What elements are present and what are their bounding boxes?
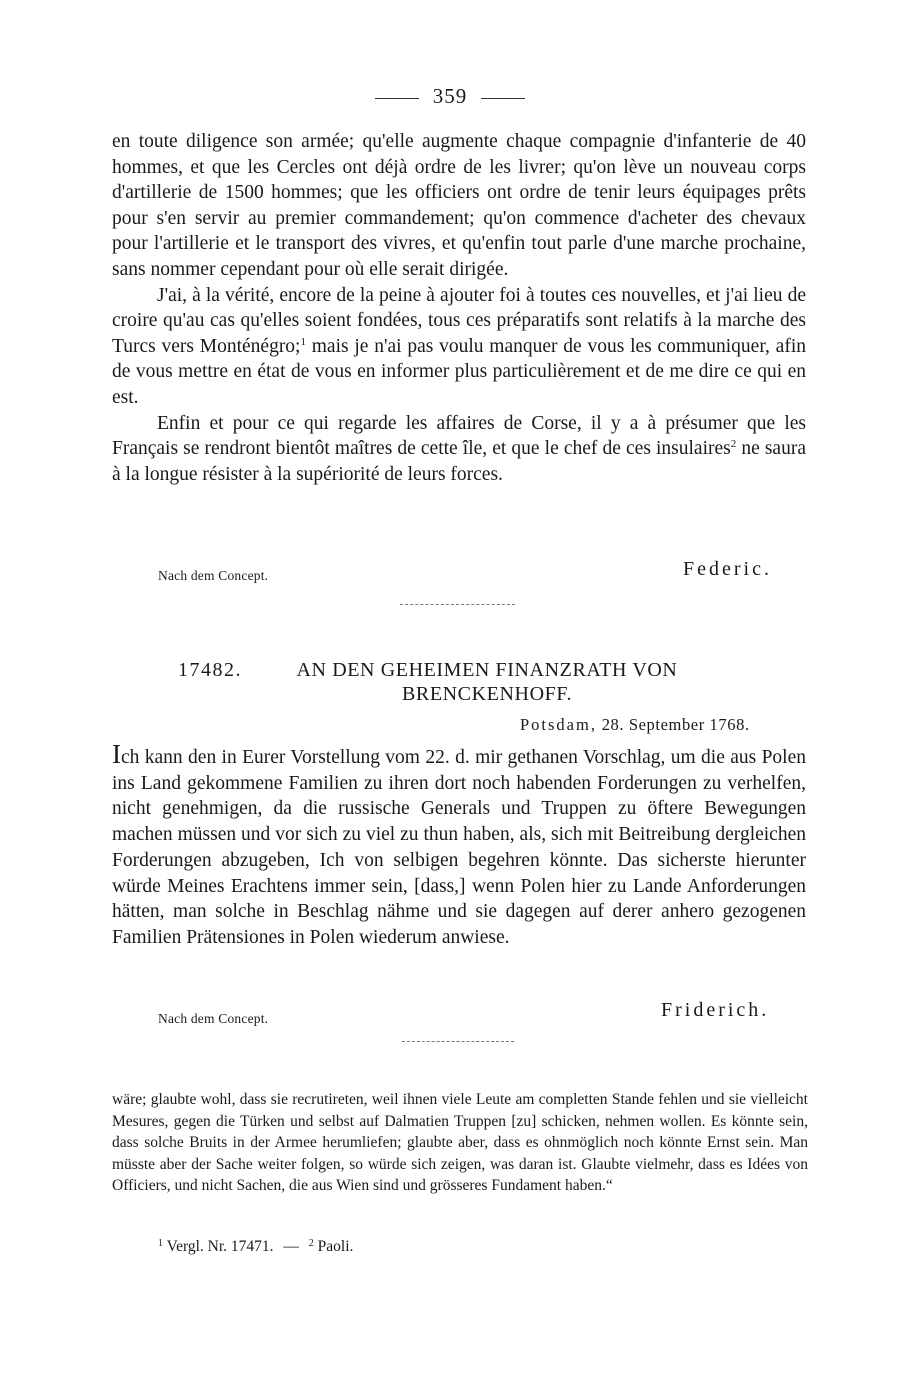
- footnote-ref-1: 1: [300, 335, 306, 348]
- letter-2-heading-text: AN DEN GEHEIMEN FINANZRATH VON BRENCKENHOFF.: [296, 659, 678, 705]
- footnote-2-text: Paoli.: [317, 1238, 354, 1255]
- letter-2-date: 28. September 1768.: [601, 715, 750, 734]
- letter-2-dateline: [520, 715, 750, 735]
- footnote-2-mark: 2: [308, 1238, 314, 1249]
- letter-1-body: [112, 129, 806, 487]
- letter-1-paragraph-2-text: J'ai, à la vérité, encore de la peine à ajouter foi à toutes ces nouvelles, et j'ai lieu de croire qu'au cas qu'elles soient fondées, tous ces préparatifs sont relatifs à la marche des Turcs vers Monténégro;: [112, 284, 806, 357]
- letter-1-source-note: Nach dem Concept.: [158, 568, 269, 583]
- letter-2-text: ch kann den in Eurer Vorstellung vom 22. d. mir gethanen Vorschlag, um die aus Polen ins Land gekommene Familien zu ihren dort noch habenden Forderungen zu verhelfen, nicht genehmigen, da die russische Generals und Truppen zu öftere Bewegungen machen müssen und vor sich zu viel zu thun haben, als, sich mit Beitreibung dergleichen Forderungen abzugeben, Ich von selbigen begehren könnte. Das sicherste hierunter würde Meines Erachtens immer sein, [dass,] wenn Polen hier zu Lande Anforderungen hätten, man solche in Beschlag nähme und sie dagegen auf derer anhero gezogenen Familien Prätensiones in Polen wiederum anwiese.: [112, 747, 806, 948]
- letter-2-body: [112, 739, 806, 951]
- letter-2-number: 17482.: [178, 659, 242, 681]
- letter-2-initial: I: [112, 739, 121, 769]
- section-divider-1: [400, 604, 515, 605]
- letter-2-paragraph: [112, 739, 806, 951]
- footnote-1-text: Vergl. Nr. 17471.: [166, 1238, 274, 1255]
- letter-1-paragraph-2-rest: mais je n'ai pas voulu manquer de vous les communiquer, afin de vous mettre en état de vous en informer plus particulièrement et de me dire ce qui en est.: [112, 335, 806, 408]
- letter-1-paragraph-2: [112, 283, 806, 411]
- letter-1-paragraph-3-text: Enfin et pour ce qui regarde les affaires de Corse, il y a à présumer que les Français se rendront bientôt maîtres de cette île, et que le chef de ces insulaires: [112, 412, 806, 460]
- page-number-rule-left: [375, 98, 419, 99]
- letter-2-source-note: Nach dem Concept.: [158, 1011, 269, 1026]
- letter-1-paragraph-3-rest: ne saura à la longue résister à la supériorité de leurs forces.: [112, 438, 806, 485]
- footnote-continuation-text: wäre; glaubte wohl, dass sie recrutireten, weil ihnen viele Leute am completten Stande fehlen und sie vielleicht Mesures, gegen die Türken und selbst auf Dalmatien Truppen [zu] schicken, nehmen wollen. Es könnte sein, dass solche Bruits in der Armee herumliefen; glaubte aber, dass es ohnmöglich noch könnte Ernst sein. Man müsste aber der Sache weiter folgen, so würde sich zeigen, was daran ist. Glaubte vielmehr, dass es Idées von Officiers, und nicht Sachen, die aus Wien sind und grösseres Fundament haben.“: [112, 1091, 808, 1194]
- letter-1-paragraph-3: [112, 411, 806, 488]
- page-number-rule-right: [481, 98, 525, 99]
- section-divider-2: [402, 1041, 514, 1042]
- letter-1-signature: Federic.: [683, 558, 772, 580]
- footnote-ref-2: 2: [730, 438, 737, 451]
- footnote-references: [158, 1238, 353, 1256]
- letter-1-paragraph-1: en toute diligence son armée; qu'elle augmente chaque compagnie d'infanterie de 40 hommes, et que les Cercles ont déjà ordre de les livrer; qu'on lève un nouveau corps d'artillerie de 1500 hommes; que les officiers ont ordre de tenir leurs équipages prêts pour s'en servir au premier commandement; qu'on commence d'acheter des chevaux pour l'artillerie et le transport des vivres, et qu'enfin tout parle d'une marche prochaine, sans nommer cependant pour où elle serait dirigée.: [112, 131, 806, 280]
- letter-2-signature: Friderich.: [661, 999, 770, 1021]
- footnote-continuation: [112, 1089, 808, 1197]
- letter-2-place: Potsdam,: [520, 715, 597, 734]
- footnote-separator: —: [283, 1238, 299, 1255]
- page-number-text: 359: [432, 84, 468, 108]
- page-number: [0, 84, 900, 109]
- letter-2-heading: [0, 658, 900, 706]
- footnote-1-mark: 1: [158, 1238, 163, 1249]
